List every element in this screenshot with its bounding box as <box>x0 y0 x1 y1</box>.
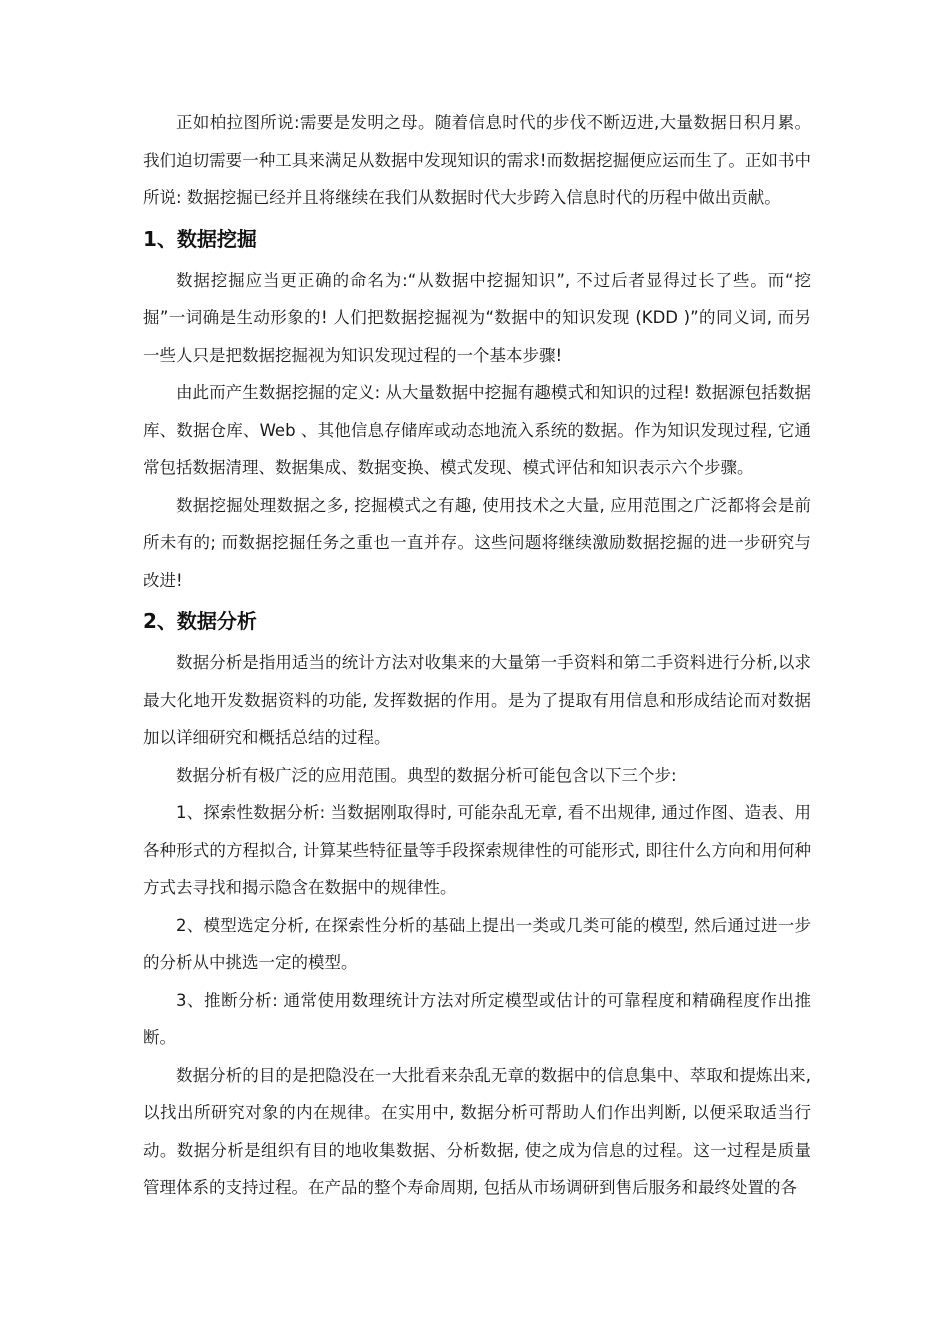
section-1-number: 1、 <box>143 226 177 251</box>
section-2-heading <box>143 602 811 640</box>
section-2-number: 2、 <box>143 609 177 633</box>
section-2-list-item: 1、探索性数据分析: 当数据刚取得时, 可能杂乱无章, 看不出规律, 通过作图、造表、用各种形式的方程拟合, 计算某些特征量等手段探索规律性的可能形式, 即往什么方向和用何种方式去寻找和揭示隐含在数据中的规律性。 <box>143 803 811 897</box>
section-1-paragraph: 数据挖掘处理数据之多, 挖掘模式之有趣, 使用技术之大量, 应用范围之广泛都将会是前所未有的; 而数据挖掘任务之重也一直并存。这些问题将继续激励数据挖掘的进一步研究与改进! <box>143 495 811 590</box>
section-2-title: 数据分析 <box>176 609 257 633</box>
section-2-paragraph: 数据分析的目的是把隐没在一大批看来杂乱无章的数据中的信息集中、萃取和提炼出来,以找出所研究对象的内在规律。在实用中, 数据分析可帮助人们作出判断, 以便采取适当行动。数据分析是组织有目的地收集数据、分析数据, 使之成为信息的过程。这一过程是质量管理体系的支持过程。在产品的整个寿命周期, 包括从市场调研到售后服务和最终处置的各 <box>143 1065 811 1197</box>
document-body <box>143 104 811 1207</box>
section-1-title: 数据挖掘 <box>176 226 257 251</box>
section-1-paragraph: 由此而产生数据挖掘的定义: 从大量数据中挖掘有趣模式和知识的过程! 数据源包括数据库、数据仓库、Web 、其他信息存储库或动态地流入系统的数据。作为知识发现过程, 它通常包括数据清理、数据集成、数据变换、模式发现、模式评估和知识表示六个步骤。 <box>143 383 811 477</box>
intro-paragraph: 正如柏拉图所说:需要是发明之母。随着信息时代的步伐不断迈进,大量数据日积月累。我们迫切需要一种工具来满足从数据中发现知识的需求!而数据挖掘便应运而生了。正如书中所说: 数据挖掘已经并且将继续在我们从数据时代大步跨入信息时代的历程中做出贡献。 <box>143 113 811 207</box>
section-2-list-item: 3、推断分析: 通常使用数理统计方法对所定模型或估计的可靠程度和精确程度作出推断。 <box>143 990 811 1047</box>
section-2-list-item: 2、模型选定分析, 在探索性分析的基础上提出一类或几类可能的模型, 然后通过进一步的分析从中挑选一定的模型。 <box>143 915 811 972</box>
section-2-paragraph: 数据分析是指用适当的统计方法对收集来的大量第一手资料和第二手资料进行分析,以求最大化地开发数据资料的功能, 发挥数据的作用。是为了提取有用信息和形成结论而对数据加以详细研究和概括总结的过程。 <box>143 653 811 747</box>
section-1-paragraph: 数据挖掘应当更正确的命名为:“从数据中挖掘知识”, 不过后者显得过长了些。而“挖掘”一词确是生动形象的! 人们把数据挖掘视为“数据中的知识发现 (KDD )”的同义词, 而另一些人只是把数据挖掘视为知识发现过程的一个基本步骤! <box>143 270 811 365</box>
section-2-paragraph: 数据分析有极广泛的应用范围。典型的数据分析可能包含以下三个步: <box>176 765 677 785</box>
section-1-heading <box>143 220 811 258</box>
